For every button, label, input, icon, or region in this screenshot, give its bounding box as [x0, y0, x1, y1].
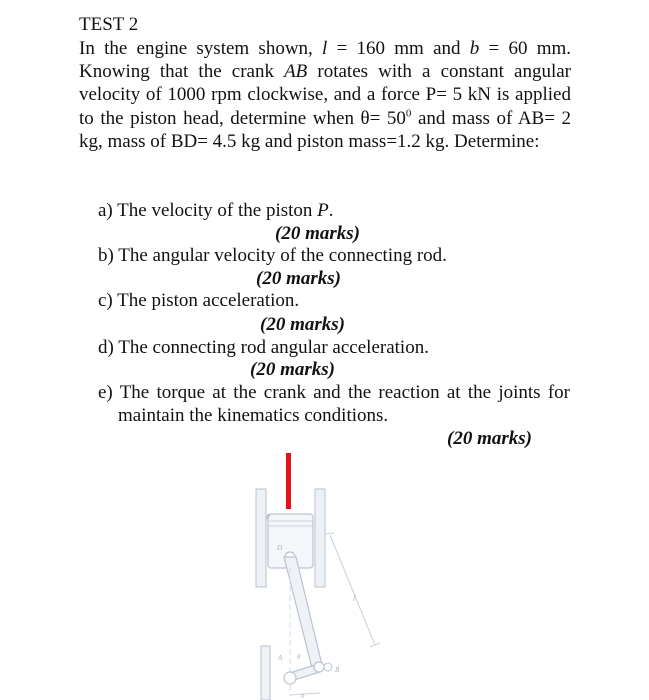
symbol-ab: AB	[284, 61, 308, 83]
force-arrow	[286, 453, 291, 509]
crank-pivot-a	[284, 672, 296, 684]
label-d: D	[277, 544, 283, 552]
label-a: A	[278, 654, 283, 662]
dimension-line-b	[290, 693, 320, 695]
question-e-line-1: e) The torque at the crank and the reaction at the joints for	[98, 382, 570, 403]
marks-c: (20 marks)	[260, 314, 345, 335]
label-b-dimension: b	[301, 692, 305, 700]
question-d: d) The connecting rod angular acceleration.	[98, 337, 429, 358]
crank-pin-b	[314, 662, 324, 672]
cylinder-wall-right	[315, 489, 325, 587]
symbol-l: l	[322, 38, 328, 59]
problem-text-1: In the engine system shown,	[79, 38, 323, 59]
marks-a: (20 marks)	[275, 223, 360, 244]
problem-text-2: = 160 mm and	[327, 38, 470, 59]
problem-statement	[79, 37, 571, 153]
question-a-end: .	[328, 200, 334, 221]
question-a	[98, 200, 334, 222]
label-l: l	[353, 594, 356, 603]
question-e-line-2: maintain the kinematics conditions.	[118, 405, 389, 426]
dimension-tick-bottom	[370, 643, 380, 647]
label-p: P	[266, 513, 271, 521]
question-e	[98, 381, 570, 427]
question-a-symbol: P	[317, 200, 329, 221]
problem-text-5: and mass of AB= 2 kg, mass of BD= 4.5 kg and piston mass=1.2 kg. Determine:	[79, 107, 571, 152]
marks-d: (20 marks)	[250, 359, 335, 380]
problem-text-3: = 60 mm. Knowing that the crank	[79, 38, 571, 83]
test-title: TEST 2	[79, 14, 139, 35]
dimension-line-l	[330, 535, 375, 645]
cylinder-wall-left	[256, 489, 266, 587]
marks-b: (20 marks)	[256, 268, 341, 289]
question-b: b) The angular velocity of the connecting rod.	[98, 245, 447, 266]
degree-superscript: 0	[405, 107, 412, 120]
crank-housing	[261, 646, 270, 700]
question-c: c) The piston acceleration.	[98, 290, 300, 311]
label-theta: θ	[297, 653, 301, 661]
symbol-b: b	[469, 38, 480, 59]
question-a-text: a) The velocity of the piston	[98, 200, 318, 221]
crank-counterweight	[324, 663, 332, 671]
marks-e: (20 marks)	[447, 428, 532, 449]
problem-text-4: rotates with a constant angular velocity of 1000 rpm clockwise, and a force P= 5 kN is applied to the piston head, determine when θ= 50	[79, 61, 571, 129]
label-b-point: B	[335, 666, 340, 674]
engine-figure	[240, 446, 380, 700]
